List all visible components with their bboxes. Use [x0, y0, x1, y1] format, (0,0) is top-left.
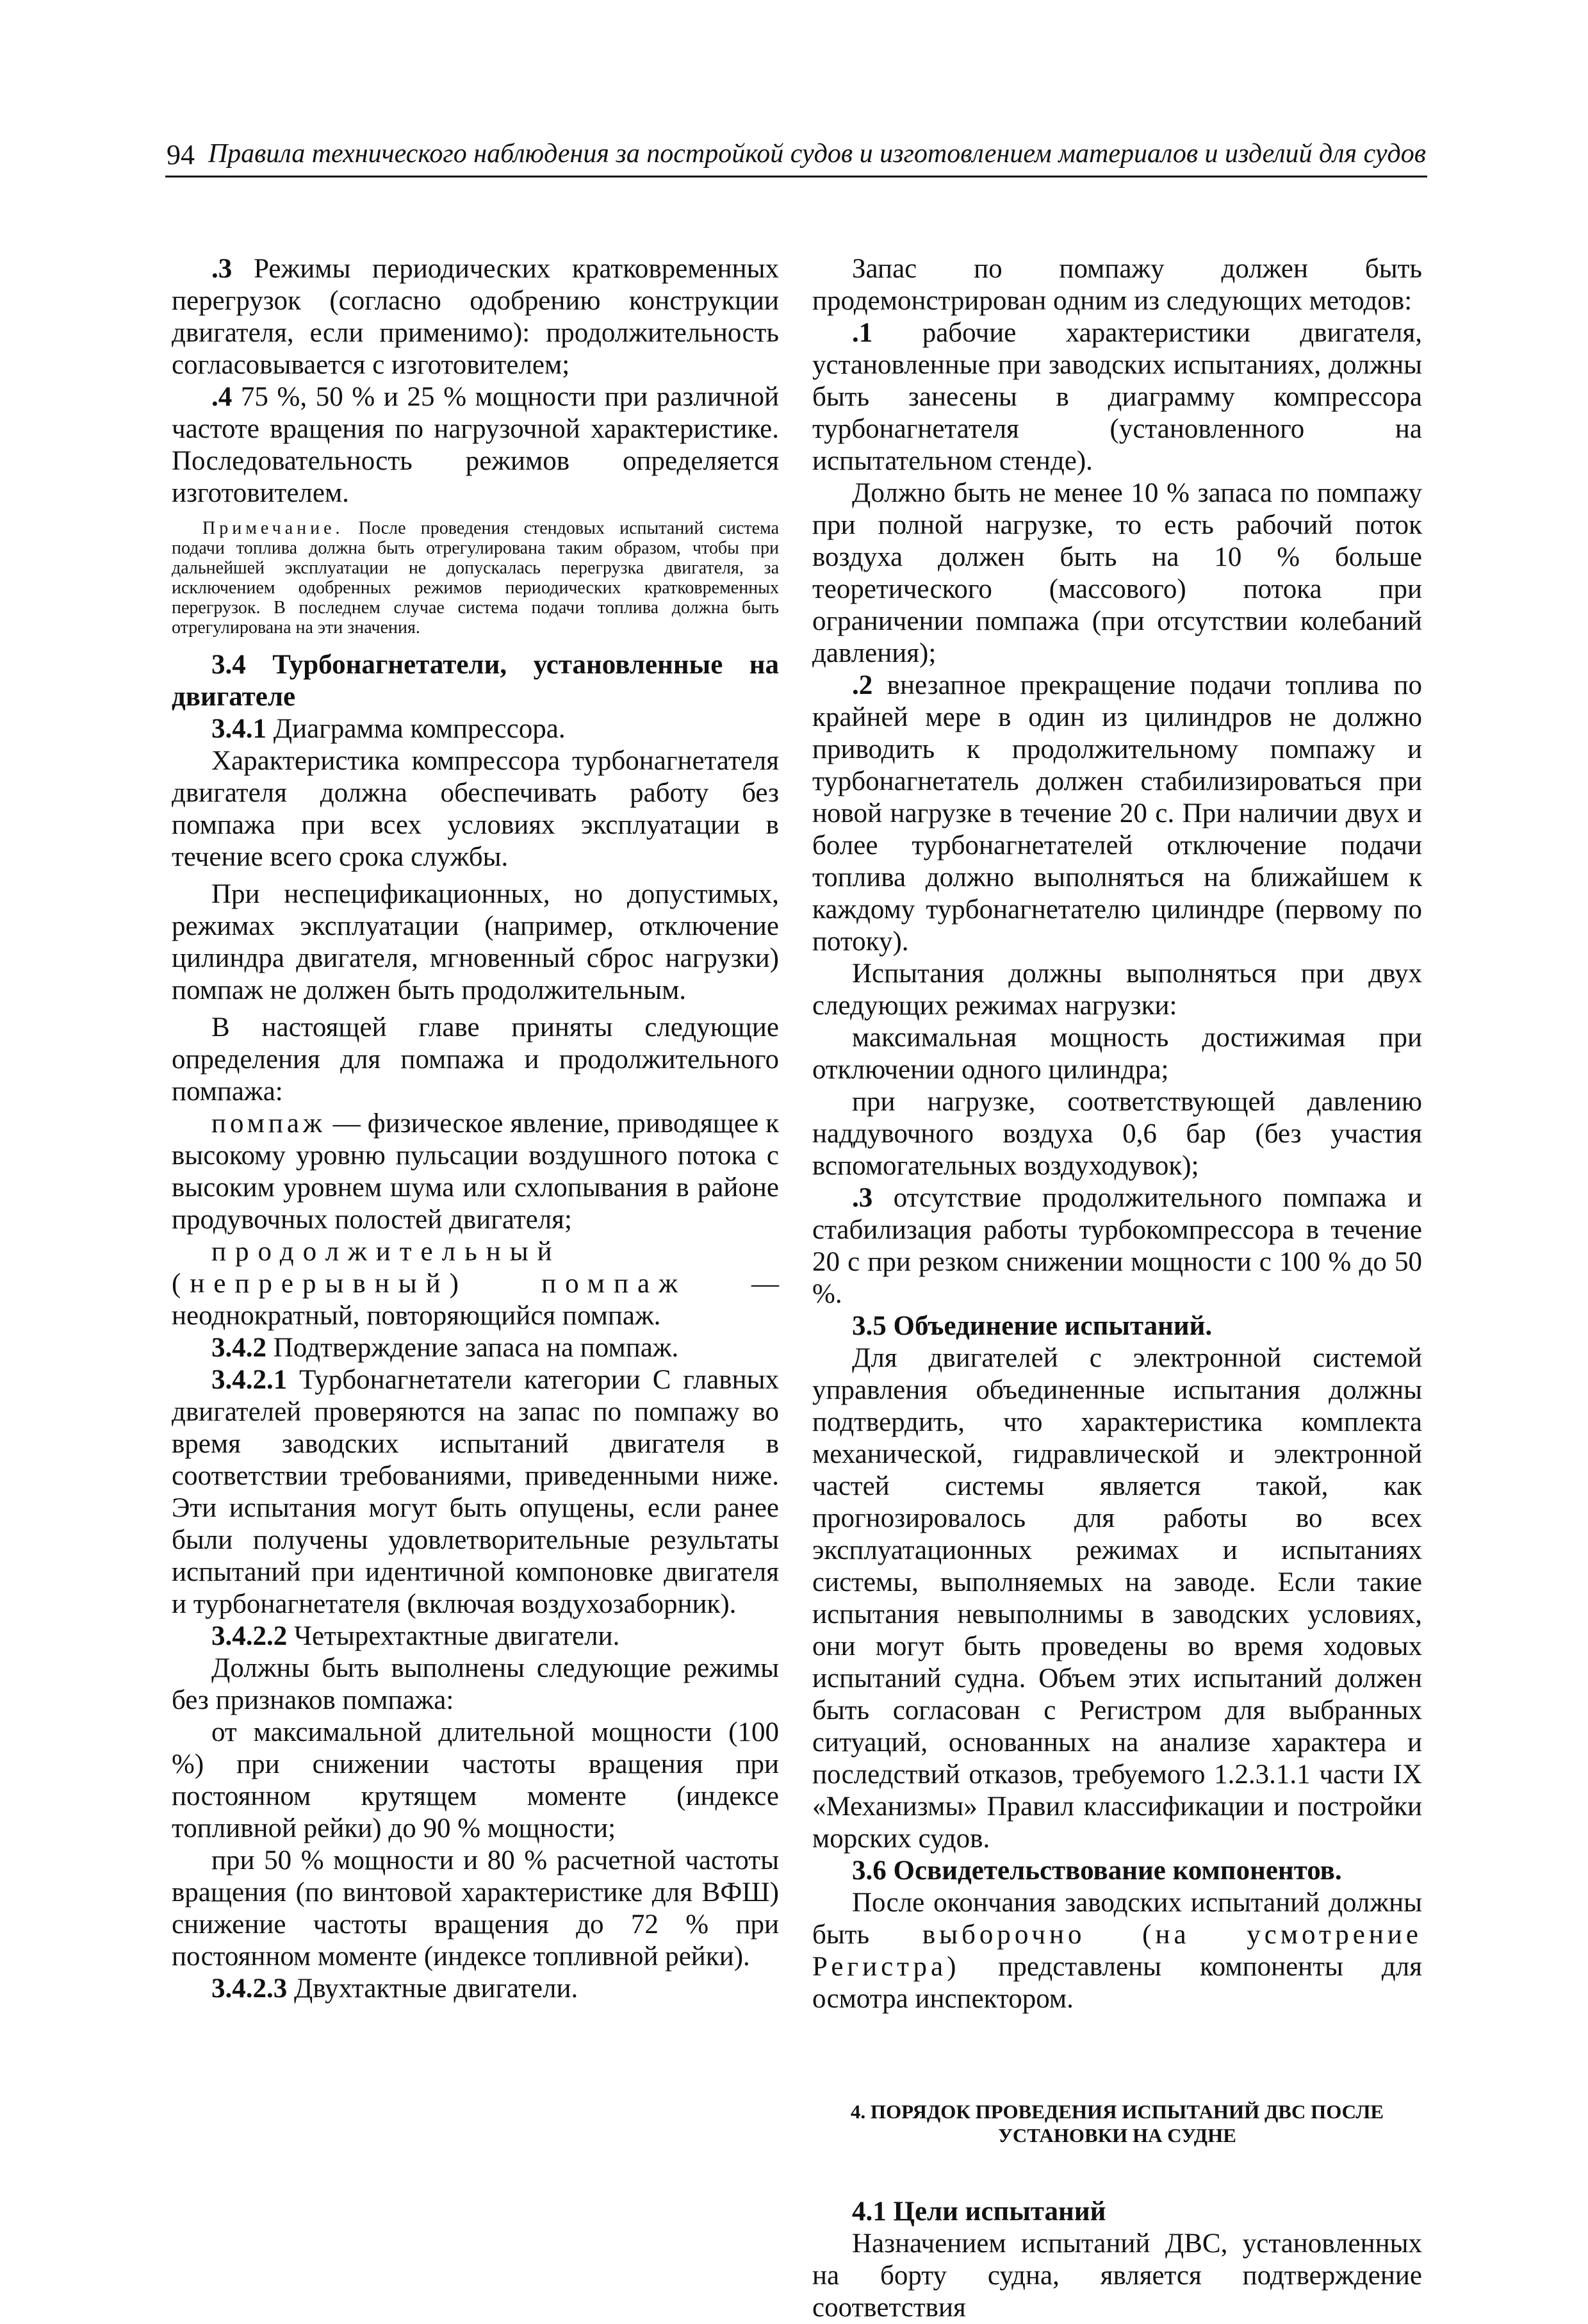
item-3-periodic-overloads: .3 Режимы периодических кратковременных перегрузок (согласно одобрению конструкции двигателя, если применимо): продолжительность согласовывается с изготовителем; — [172, 254, 779, 380]
definition-surge: помпаж — физическое явление, приводящее к высокому уровню пульсации воздушного потока с высоким уровнем шума или схлопывания в районе продувочных полостей двигателя; — [172, 1108, 779, 1235]
left-column — [172, 253, 779, 2005]
para-3-4-2-2: 3.4.2.2 Четырехтактные двигатели. — [211, 1621, 620, 1651]
page-header — [165, 136, 1427, 177]
running-title: Правила технического наблюдения за постройкой судов и изготовлением материалов и изделий для судов — [208, 139, 1426, 169]
para-load-modes: Испытания должны выполняться при двух следующих режимах нагрузки: — [812, 959, 1422, 1021]
note-label: Примечание. — [202, 518, 344, 538]
para-3-4-1: 3.4.1 Диаграмма компрессора. — [211, 714, 566, 744]
para-3-4-2-1: 3.4.2.1 Турбонагнетатели категории С главных двигателей проверяются на запас по помпажу во время заводских испытаний двигателя в соответствии требованиями, приведенными ниже. Эти испытания могут быть опущены, если ранее были получены удовлетворительные результаты испытаний при идентичной компоновке двигателя и турбонагнетателя (включая воздухозаборник). — [172, 1365, 779, 1619]
heading-3-6: 3.6 Освидетельствование компонентов. — [852, 1856, 1342, 1886]
note-block — [172, 518, 779, 638]
para-nonspec: При неспецификационных, но допустимых, режимах эксплуатации (например, отключение цилиндра двигателя, мгновенный сброс нагрузки) помпаж не должен быть продолжительным. — [172, 879, 779, 1005]
heading-3-4: 3.4 Турбонагнетатели, установленные на двигателе — [172, 650, 779, 712]
para-test-purpose: Назначением испытаний ДВС, установленных на борту судна, является подтверждение соответствия — [812, 2229, 1422, 2323]
para-mode-2: при 50 % мощности и 80 % расчетной частоты вращения (по винтовой характеристике для ВФШ) снижение частоты вращения до 72 % при постоянном моменте (индексе топливной рейки). — [172, 1845, 779, 1972]
para-10-percent: Должно быть не менее 10 % запаса по помпажу при полной нагрузке, то есть рабочий поток воздуха должен быть на 10 % больше теоретического (массового) потока при ограничении помпажа (при отсутствии колебаний давления); — [812, 478, 1422, 668]
load-mode-2: при нагрузке, соответствующей давлению наддувочного воздуха 0,6 бар (без участия вспомогательных воздуходувок); — [812, 1087, 1422, 1181]
section-4-title: 4. ПОРЯДОК ПРОВЕДЕНИЯ ИСПЫТАНИЙ ДВС ПОСЛЕ УСТАНОВКИ НА СУДНЕ — [850, 2100, 1384, 2147]
para-3-4-2-3: 3.4.2.3 Двухтактные двигатели. — [211, 1974, 578, 2004]
para-component-inspection: После окончания заводских испытаний должны быть выборочно (на усмотрение Регистра) представлены компоненты для осмотра инспектором. — [812, 1888, 1422, 2014]
heading-3-5: 3.5 Объединение испытаний. — [852, 1311, 1213, 1341]
definition-continuous-surge: продолжительный (непрерывный) помпаж — неоднократный, повторяющийся помпаж. — [172, 1237, 779, 1331]
method-2: .2 внезапное прекращение подачи топлива по крайней мере в один из цилиндров не должно приводить к продолжительному помпажу и турбонагнетатель должен стабилизироваться при новой нагрузке в течение 20 с. При наличии двух и более турбонагнетателей отключение подачи топлива должно выполняться на ближайшем к каждому турбонагнетателю цилиндре (первому по потоку). — [812, 670, 1422, 957]
para-modes-intro: Должны быть выполнены следующие режимы без признаков помпажа: — [172, 1653, 779, 1715]
heading-4-1: 4.1 Цели испытаний — [852, 2196, 1106, 2227]
right-column — [812, 253, 1422, 2324]
para-margin-methods: Запас по помпажу должен быть продемонстрирован одним из следующих методов: — [812, 254, 1422, 316]
page-number: 94 — [167, 139, 195, 170]
para-combined-tests: Для двигателей с электронной системой управления объединенные испытания должны подтвердить, что характеристика комплекта механической, гидравлической и электронной частей системы является такой, как прогнозировалось для работы во всех эксплуатационных режимах и испытаниях системы, выполняемых на заводе. Если такие испытания невыполнимы в заводских условиях, они могут быть проведены во время ходовых испытаний судна. Объем этих испытаний должен быть согласован с Регистром для выбранных ситуаций, основанных на анализе характера и последствий отказов, требуемого 1.2.3.1.1 части IX «Механизмы» Правил классификации и постройки морских судов. — [812, 1343, 1422, 1854]
load-mode-1: максимальная мощность достижимая при отключении одного цилиндра; — [812, 1023, 1422, 1085]
item-4-power-levels: .4 75 %, 50 % и 25 % мощности при различной частоте вращения по нагрузочной характеристике. Последовательность режимов определяется изготовителем. — [172, 382, 779, 508]
para-definitions-intro: В настоящей главе приняты следующие определения для помпажа и продолжительного помпажа: — [172, 1012, 779, 1107]
note-text: После проведения стендовых испытаний система подачи топлива должна быть отрегулирована таким образом, чтобы при дальнейшей эксплуатации не допускалась перегрузка двигателя, за исключением одобренных режимов периодических кратковременных перегрузок. В последнем случае система подачи топлива должна быть отрегулирована на эти значения. — [172, 518, 779, 638]
method-3: .3 отсутствие продолжительного помпажа и стабилизация работы турбокомпрессора в течение 20 с при резком снижении мощности с 100 % до 50 %. — [812, 1183, 1422, 1309]
para-mode-1: от максимальной длительной мощности (100 %) при снижении частоты вращения при постоянном крутящем моменте (индексе топливной рейки) до 90 % мощности; — [172, 1717, 779, 1843]
para-characteristic: Характеристика компрессора турбонагнетателя двигателя должна обеспечивать работу без помпажа при всех условиях эксплуатации в течение всего срока службы. — [172, 746, 779, 872]
para-3-4-2: 3.4.2 Подтверждение запаса на помпаж. — [211, 1333, 679, 1363]
method-1: .1 рабочие характеристики двигателя, установленные при заводских испытаниях, должны быть занесены в диаграмму компрессора турбонагнетателя (установленного на испытательном стенде). — [812, 318, 1422, 476]
